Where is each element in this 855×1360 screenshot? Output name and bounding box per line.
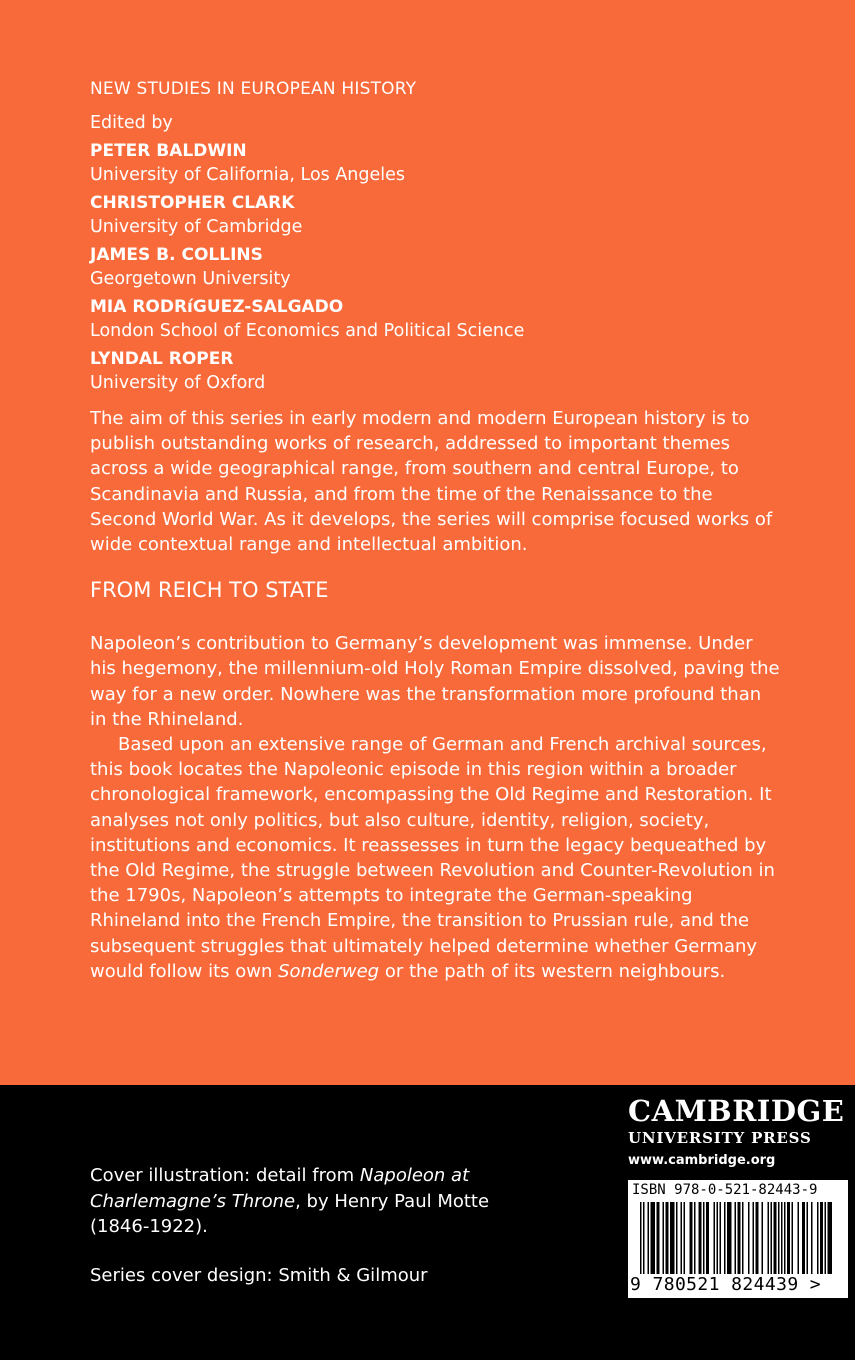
barcode-bar xyxy=(666,1202,669,1274)
edited-by-label: Edited by xyxy=(90,113,173,133)
editor-affiliation: London School of Economics and Political Science xyxy=(90,321,525,341)
barcode-bars xyxy=(640,1202,836,1274)
blurb-text: or the path of its western neighbours. xyxy=(379,960,726,982)
book-blurb xyxy=(90,631,780,984)
barcode-bar xyxy=(798,1202,800,1274)
editor-name: JAMES B. COLLINS xyxy=(90,245,263,265)
barcode-bar xyxy=(756,1202,759,1274)
barcode-bar xyxy=(787,1202,790,1274)
editor-entry xyxy=(90,296,780,344)
barcode-bar xyxy=(768,1202,770,1274)
barcode-bar xyxy=(720,1202,722,1274)
barcode-bar xyxy=(643,1202,645,1274)
publisher-subname: UNIVERSITY PRESS xyxy=(628,1129,812,1147)
barcode-bar xyxy=(735,1202,737,1274)
barcode-bar xyxy=(651,1202,656,1274)
barcode-bar xyxy=(762,1202,764,1274)
barcode-bar xyxy=(748,1202,750,1274)
barcode-bar xyxy=(706,1202,709,1274)
isbn-label: ISBN 978-0-521-82443-9 xyxy=(632,1182,818,1198)
isbn-barcode xyxy=(628,1180,848,1298)
barcode-bar xyxy=(784,1202,786,1274)
editor-name: MIA RODRíGUEZ-SALGADO xyxy=(90,297,344,317)
barcode-bar xyxy=(742,1202,744,1274)
editor-name: LYNDAL ROPER xyxy=(90,349,234,369)
barcode-bar xyxy=(663,1202,665,1274)
blurb-text: Based upon an extensive range of German and French archival sources, this book locates the Napoleonic episode in this region within a broader chronological framework, encompassing the Old Regime and Restoration. It analyses not only politics, but also culture, identity, religion, society, institutions and economics. It reassesses in turn the legacy bequeathed by the Old Regime, the struggle between Revolution and Counter-Revolution in the 1790s, Napoleon’s attempts to integrate the German-speaking Rhineland into the French Empire, the transition to Prussian rule, and the subsequent struggles that ultimately helped determine whether Germany would follow its own xyxy=(90,734,775,982)
barcode-bar xyxy=(738,1202,741,1274)
publisher-logo xyxy=(628,1094,850,1172)
barcode-bar xyxy=(670,1202,675,1274)
credit-text: Cover illustration: detail from xyxy=(90,1165,360,1186)
artwork-title: Napoleon at Charlemagne’s Throne xyxy=(90,1165,470,1212)
editor-entry xyxy=(90,140,780,188)
barcode-bar xyxy=(802,1202,805,1274)
barcode-bar xyxy=(771,1202,773,1274)
editor-affiliation: Georgetown University xyxy=(90,269,291,289)
cover-illustration-credit xyxy=(90,1163,510,1240)
barcode-bar xyxy=(717,1202,719,1274)
editor-entry xyxy=(90,348,780,396)
editor-affiliation: University of Oxford xyxy=(90,373,266,393)
blurb-paragraph-2 xyxy=(90,732,780,984)
barcode-digits: 9 780521 824439 > xyxy=(630,1274,822,1295)
barcode-bar xyxy=(703,1202,705,1274)
barcode-bar xyxy=(676,1202,678,1274)
barcode-bar xyxy=(753,1202,755,1274)
editor-affiliation: University of Cambridge xyxy=(90,217,303,237)
barcode-bar xyxy=(792,1202,794,1274)
editor-name: PETER BALDWIN xyxy=(90,141,247,161)
credit-text: , by Henry Paul Motte (1846-1922). xyxy=(90,1190,490,1237)
barcode-bar xyxy=(699,1202,702,1274)
barcode-bar xyxy=(648,1202,650,1274)
barcode-bar xyxy=(811,1202,813,1274)
barcode-bar xyxy=(820,1202,823,1274)
barcode-bar xyxy=(657,1202,660,1274)
cover-text xyxy=(90,74,780,984)
barcode-bar xyxy=(714,1202,716,1274)
series-title: NEW STUDIES IN EUROPEAN HISTORY xyxy=(90,79,417,99)
barcode-bar xyxy=(778,1202,780,1274)
barcode-bar xyxy=(694,1202,696,1274)
editor-affiliation: University of California, Los Angeles xyxy=(90,165,406,185)
publisher-url: www.cambridge.org xyxy=(628,1153,776,1168)
blurb-italic-term: Sonderweg xyxy=(278,960,380,982)
barcode-bar xyxy=(681,1202,683,1274)
cover-design-credit: Series cover design: Smith & Gilmour xyxy=(90,1265,428,1286)
series-description: The aim of this series in early modern and modern European history is to publish outstanding works of research, addressed to important themes across a wide geographical range, from southern and central Europe, to Scandinavia and Russia, and from the time of the Renaissance to the Second World War. As it develops, the series will comprise focused works of wide contextual range and intellectual ambition. xyxy=(90,408,773,556)
barcode-bar xyxy=(684,1202,686,1274)
editor-name: CHRISTOPHER CLARK xyxy=(90,193,295,213)
barcode-bar xyxy=(727,1202,732,1274)
blurb-paragraph-1: Napoleon’s contribution to Germany’s development was immense. Under his hegemony, the millennium-old Holy Roman Empire dissolved, paving the way for a new order. Nowhere was the transformation more profound than in the Rhineland. xyxy=(90,633,780,730)
barcode-bar xyxy=(690,1202,693,1274)
barcode-bar xyxy=(774,1202,777,1274)
barcode-bar xyxy=(825,1202,827,1274)
publisher-name: CAMBRIDGE xyxy=(628,1094,845,1128)
barcode-bar xyxy=(807,1202,809,1274)
barcode-bar xyxy=(640,1202,642,1274)
barcode-bar xyxy=(828,1202,833,1274)
barcode-bar xyxy=(724,1202,726,1274)
book-title: FROM REICH TO STATE xyxy=(90,578,329,603)
editor-entry xyxy=(90,192,780,240)
editor-entry xyxy=(90,244,780,292)
barcode-bar xyxy=(781,1202,783,1274)
barcode-bar xyxy=(817,1202,819,1274)
